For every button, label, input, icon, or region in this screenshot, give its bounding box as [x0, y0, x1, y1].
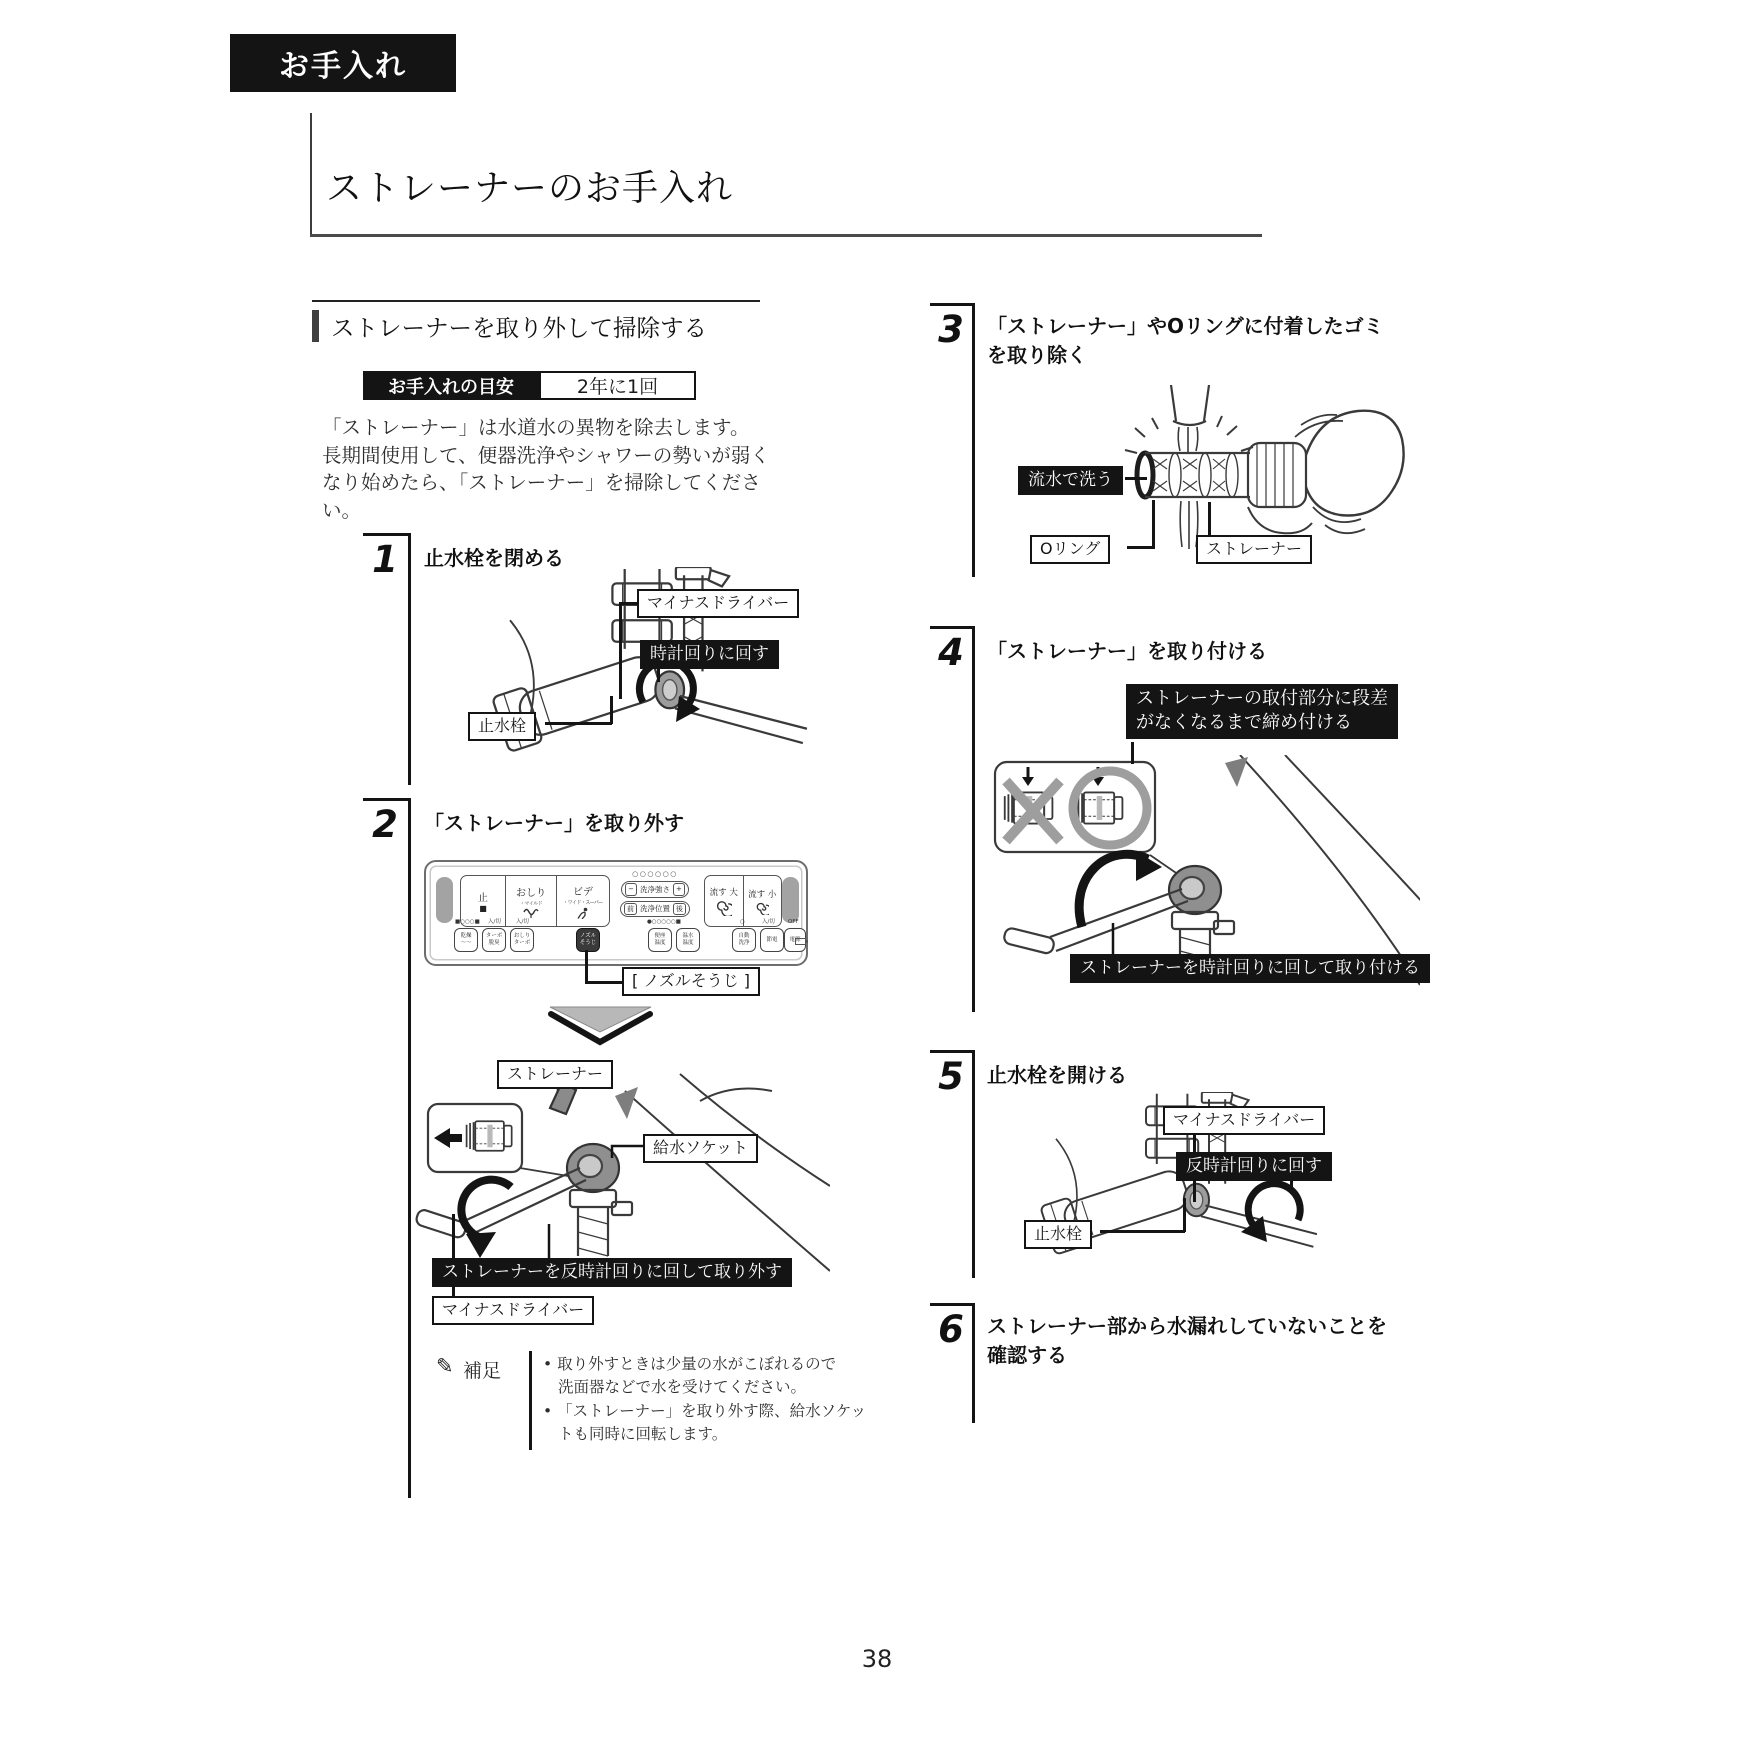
- indicator-text: ■○○○■: [455, 919, 480, 925]
- intro-line: 「ストレーナー」は水道水の異物を除去します。: [322, 416, 750, 439]
- step-5-number: 5: [938, 1055, 964, 1098]
- label-attach-clockwise: ストレーナーを時計回りに回して取り付ける: [1070, 954, 1430, 983]
- note-line: • 取り外すときは少量の水がこぼれるので: [543, 1355, 837, 1373]
- connector-line: [585, 950, 588, 983]
- remote-bide-sub: ・ワイド・スーパー: [563, 900, 603, 906]
- step-1-number: 1: [372, 538, 398, 581]
- label-minus-driver: マイナスドライバー: [432, 1296, 594, 1325]
- label-minus-driver: マイナスドライバー: [637, 589, 799, 618]
- page-title: ストレーナーのお手入れ: [326, 168, 734, 209]
- label-remove-counterclockwise: ストレーナーを反時計回りに回して取り外す: [432, 1258, 792, 1287]
- note-text: [543, 1353, 866, 1446]
- section-heading-bar: [312, 310, 319, 342]
- remote-main-buttons: [460, 875, 610, 927]
- step-3-number: 3: [938, 308, 964, 351]
- remote-bide-button: [557, 876, 609, 926]
- strainer-removal-illustration: [400, 1056, 830, 1278]
- remote-oshiri-button: [506, 876, 557, 926]
- remote-turbo-deodorize-button: ターボ 脱臭: [482, 928, 506, 952]
- remote-water-temp-button: 温水 温度: [676, 928, 700, 952]
- intro-paragraph: [322, 414, 782, 525]
- step-4-topline: [930, 626, 974, 629]
- maintenance-guide: [363, 371, 696, 400]
- label-strainer: ストレーナー: [1196, 535, 1312, 564]
- back-button: 後: [673, 903, 686, 916]
- remote-oshiri-sub: ・マイルド: [519, 900, 543, 907]
- label-turn-counterclockwise: 反時計回りに回す: [1176, 1152, 1332, 1181]
- remote-dry-button: 乾燥 〜〜: [454, 928, 478, 952]
- remote-side-pad: [436, 877, 453, 923]
- connector-line: [1183, 1198, 1186, 1232]
- step-4-vline: [972, 626, 975, 1012]
- remote-wash-strength-control: [621, 881, 689, 898]
- stop-square-icon: ■: [479, 904, 487, 913]
- label-turn-clockwise: 時計回りに回す: [640, 640, 779, 669]
- intro-line: なり始めたら、「ストレーナー」を掃除してください。: [322, 471, 761, 523]
- step-2-number: 2: [372, 803, 398, 846]
- note-line: トも同時に回転します。: [558, 1424, 728, 1443]
- note-line: • 「ストレーナー」を取り外す際、給水ソケッ: [543, 1401, 867, 1420]
- connector-line: [1127, 546, 1155, 549]
- label-shutoff-valve: 止水栓: [468, 712, 536, 741]
- step-4-title: 「ストレーナー」を取り付ける: [987, 639, 1267, 663]
- connector-line: [610, 696, 613, 724]
- remote-seat-temp-button: 便座 温度: [648, 928, 672, 952]
- connector-line: [619, 602, 638, 605]
- remote-control-illustration: [424, 860, 808, 966]
- title-left-bar: [310, 113, 312, 236]
- label-attach-note: [1126, 684, 1398, 739]
- title-rule: [310, 234, 1262, 237]
- indicator-text: ○: [740, 919, 745, 925]
- step-3-title-line: を取り除く: [987, 343, 1087, 367]
- maintenance-guide-value: 2年に1回: [539, 371, 696, 400]
- section-heading-text: ストレーナーを取り外して掃除する: [331, 314, 707, 342]
- note-line: 洗面器などで水を受けてください。: [558, 1378, 807, 1397]
- step-3-title-line: 「ストレーナー」やOリングに付着したゴミ: [987, 314, 1384, 338]
- minus-button: −: [625, 883, 637, 896]
- flush-small-label: 流す 小: [748, 889, 777, 900]
- connector-line: [1152, 500, 1155, 548]
- wash-strength-label: 洗浄強さ: [640, 884, 670, 894]
- indicator-text: OFF: [788, 919, 799, 925]
- note-label: 補足: [463, 1360, 502, 1382]
- flush-swirl-icon: [756, 902, 769, 915]
- label-minus-driver: マイナスドライバー: [1163, 1106, 1325, 1135]
- remote-stop-label: 止: [478, 893, 488, 904]
- page-number: 38: [861, 1645, 893, 1673]
- connector-line: [1290, 1180, 1293, 1194]
- section-heading: [312, 300, 760, 343]
- label-water-socket: 給水ソケット: [643, 1134, 758, 1163]
- flush-swirl-icon: [716, 900, 732, 916]
- bidet-person-icon: [576, 907, 590, 919]
- remote-wash-position-control: [620, 901, 690, 918]
- wash-position-label: 洗浄位置: [640, 904, 670, 914]
- step-3-title: [987, 312, 1384, 370]
- step-2-topline: [363, 798, 410, 801]
- front-button: 前: [624, 903, 637, 916]
- indicator-text: 入/切: [762, 919, 775, 925]
- indicator-text: 入/切: [488, 919, 501, 925]
- remote-power-button: 電源: [784, 928, 806, 952]
- indicator-text: 入/切: [516, 919, 529, 925]
- remote-flush-big-button: [705, 876, 743, 926]
- step-4-number: 4: [938, 631, 964, 674]
- down-arrow-icon: [548, 1005, 653, 1047]
- label-attach-note-line: がなくなるまで締め付ける: [1136, 712, 1352, 734]
- step-6-title-line: ストレーナー部から水漏れしていないことを: [987, 1314, 1387, 1338]
- step-3-topline: [930, 303, 974, 306]
- label-shutoff-valve: 止水栓: [1024, 1220, 1092, 1249]
- connector-line: [1131, 742, 1134, 764]
- step-2-title: 「ストレーナー」を取り外す: [424, 811, 684, 835]
- connector-line: [657, 668, 660, 682]
- connector-line: [1125, 477, 1147, 480]
- indicator-dots: ○○○○○○: [632, 870, 678, 878]
- step-6-title-line: 確認する: [987, 1343, 1067, 1367]
- remote-center-controls: [612, 871, 698, 917]
- label-strainer: ストレーナー: [497, 1060, 613, 1089]
- remote-eco-button: 節電: [760, 928, 784, 952]
- label-o-ring: Oリング: [1030, 535, 1110, 564]
- step-1-topline: [363, 533, 410, 536]
- connector-line: [585, 981, 622, 984]
- step-6-title: [987, 1312, 1387, 1370]
- remote-nozzle-clean-button: ノズル そうじ: [576, 928, 600, 952]
- pencil-icon: ✎: [436, 1354, 454, 1378]
- intro-line: 長期間使用して、便器洗浄やシャワーの勢いが弱く: [322, 443, 770, 467]
- step-5-topline: [930, 1050, 974, 1053]
- connector-line: [1208, 502, 1211, 535]
- connector-line: [545, 722, 612, 725]
- maintenance-guide-label: お手入れの目安: [363, 371, 539, 400]
- connector-line: [619, 602, 622, 699]
- step-5-title: 止水栓を開ける: [987, 1063, 1127, 1087]
- note-divider: [529, 1351, 532, 1450]
- step-6-topline: [930, 1303, 974, 1306]
- remote-side-pad: [782, 877, 799, 923]
- battery-icon: [795, 938, 806, 945]
- label-attach-note-line: ストレーナーの取付部分に段差: [1136, 688, 1388, 709]
- label-nozzle-clean: [ ノズルそうじ ]: [622, 967, 760, 996]
- plus-button: +: [673, 883, 685, 896]
- remote-oshiri-label: おしり: [516, 887, 546, 899]
- spray-wave-icon: [522, 908, 540, 919]
- step-6-number: 6: [938, 1308, 964, 1351]
- indicator-text: ●○○○○○■: [647, 919, 681, 925]
- remote-oshiri-turbo-button: おしり ターボ: [510, 928, 534, 952]
- connector-line: [1100, 1230, 1185, 1233]
- label-rinse-running-water: 流水で洗う: [1018, 466, 1123, 495]
- flush-big-label: 流す 大: [709, 888, 738, 898]
- page-tag: お手入れ: [230, 34, 456, 92]
- step-1-title: 止水栓を閉める: [424, 546, 564, 570]
- remote-auto-flush-button: 自動 洗浄: [732, 928, 756, 952]
- remote-bide-label: ビデ: [573, 887, 593, 898]
